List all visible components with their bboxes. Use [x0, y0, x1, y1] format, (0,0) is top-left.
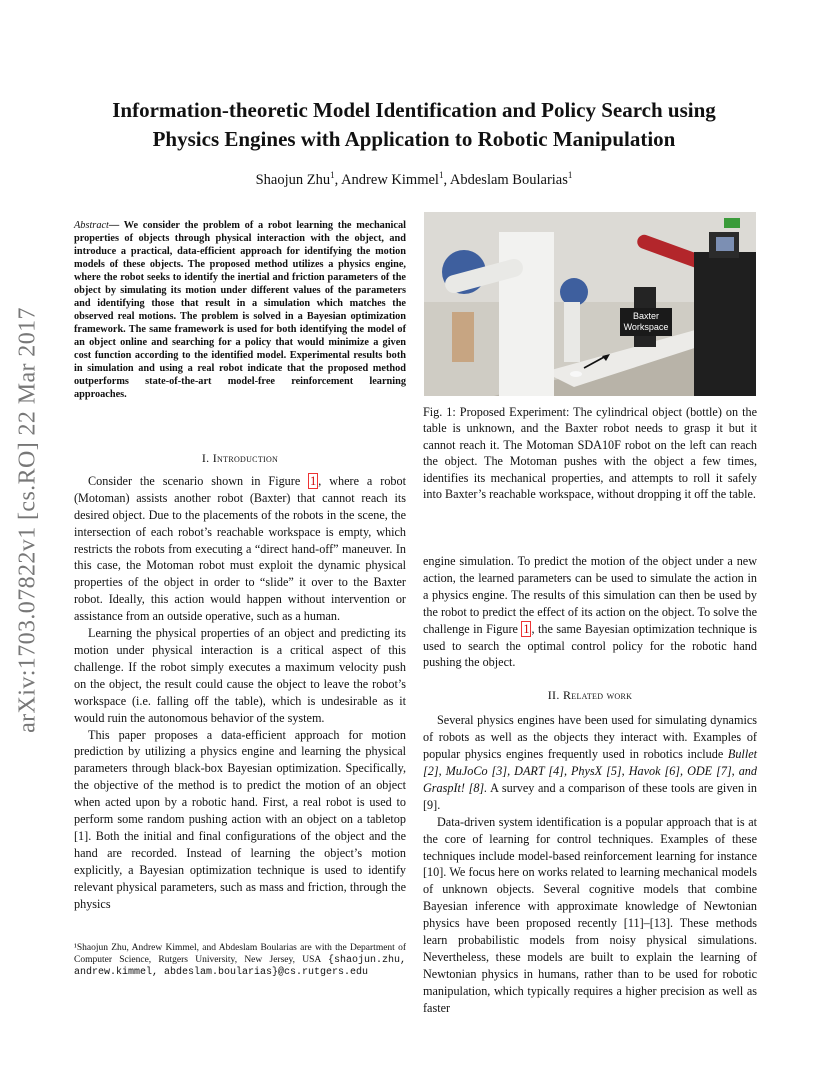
footnote-email: {shaojun.zhu, andrew.kimmel, abdeslam.boularias}@cs.rutgers.edu — [74, 954, 406, 978]
abstract — [74, 219, 406, 401]
figure-caption: Fig. 1: Proposed Experiment: The cylindrical object (bottle) on the table is unknown, and the Baxter robot needs to grasp it but it cannot reach it. The Motoman SDA10F robot on the left can reach the object. The Motoman pushes with the object a few times, identifies its mechanical properties, and attempts to roll it safely into Baxter’s reachable workspace, without dropping it off the table. — [423, 405, 757, 502]
paragraph-text: , where a robot (Motoman) assists another robot (Baxter) that cannot reach its desired object. Due to the placements of the robots in the scene, the intersection of each robot’s reachable workspace is empty, which restricts the robots from executing a “direct hand-off” maneuver. In this case, the Motoman robot must exploit the dynamic physical properties of the object in order to “slide” it over to the Baxter robot. Ideally, this action would happen without intervention or assistance from an outside operative, such as a human. — [74, 473, 406, 624]
footnote-text: ¹Shaojun Zhu, Andrew Kimmel, and Abdeslam Boularias are with the Department of Computer Science, Rutgers University, New Jersey, USA — [74, 943, 406, 965]
author-name: Abdeslam Boularias — [449, 171, 568, 188]
paragraph: This paper proposes a data-efficient approach for motion prediction by utilizing a physics engine and learning the physical parameters through black-box Bayesian optimization. Specifically, the objective of the method is to predict the motion of an object when acted upon by a robotic hand. First, a real robot is used to perform some random pushing action with an object on a tabletop [1]. Both the initial and final configurations of the object and the hand are recorded. Instead of learning the object’s motion explicitly, a Bayesian optimization technique is used to identify relevant physical parameters, such as mass and friction, through the physics — [74, 727, 406, 911]
figure-robot-photo — [424, 212, 756, 396]
paper-title — [60, 96, 768, 154]
paragraph — [423, 712, 757, 813]
paragraph — [74, 473, 406, 625]
paragraph: Data-driven system identification is a popular approach that is at the core of learning for control techniques. Examples of these techniques include model-based reinforcement learning for instance [10]. We focus here on works related to learning mechanical models of unknown objects. Several cognitive models that combine Bayesian inference with approximate knowledge of Newtonian physics have been proposed recently [11]–[13]. These methods learn probabilistic models from noisy physical simulations. Nevertheless, these models are built to explain the learning of Newtonian physics in humans, rather than to be used for robotic manipulation, which typically requires a higher precision as well as faster — [423, 814, 757, 1015]
author-separator: , — [334, 171, 342, 188]
title-line-1: Information-theoretic Model Identification and Policy Search using — [112, 98, 716, 122]
author-separator: , — [443, 171, 450, 188]
author-affiliation-mark: 1 — [438, 170, 444, 180]
abstract-label: Abstract — [74, 220, 109, 231]
paragraph-text: Several physics engines have been used for simulating dynamics of robots as well as the objects they interact with. Examples of popular physics engines frequently used in robotics include — [423, 713, 757, 762]
robot-scene-illustration — [424, 212, 756, 396]
left-column — [74, 450, 406, 912]
paragraph-text: A survey and a comparison of these tools are given in [9]. — [423, 780, 757, 812]
arxiv-stamp — [8, 285, 48, 755]
paragraph-text: , the same Bayesian optimization technique is used to search the optimal control policy for the robotic hand pushing the object. — [423, 621, 757, 670]
author-affiliation-mark: 1 — [567, 170, 573, 180]
footnote — [74, 943, 406, 978]
author-list — [60, 170, 768, 189]
title-line-2: Physics Engines with Application to Robotic Manipulation — [152, 127, 676, 151]
author-affiliation-mark: 1 — [330, 170, 335, 180]
right-column — [423, 553, 757, 1017]
figure-reference-link[interactable]: 1 — [310, 473, 317, 488]
section-heading-related-work: II. Related work — [547, 688, 633, 703]
figure-label-baxter-workspace: Baxter Workspace — [620, 308, 672, 336]
physics-engine-list: Bullet [2], MuJoCo [3], DART [4], PhysX [5], Havok [6], ODE [7], and GraspIt! [8]. — [423, 747, 757, 795]
arxiv-stamp-text: arXiv:1703.07822v1 [cs.RO] 22 Mar 2017 — [14, 307, 41, 733]
figure-reference-link[interactable]: 1 — [523, 621, 530, 636]
paragraph — [423, 553, 757, 671]
abstract-text: — We consider the problem of a robot learning the mechanical properties of objects through physical interaction with the object, and introduce a practical, data-efficient approach for identifying the motion models of these objects. The proposed method utilizes a physics engine, where the robot seeks to identify the inertial and friction parameters of the object by simulating its motion under different values of the parameters and identifying those that result in a simulation which matches the observed real motions. The problem is solved in a Bayesian optimization framework. The same framework is used for both identifying the model of an object online and searching for a policy that would minimize a given cost function according to the identified model. Experimental results both in simulation and using a real robot indicate that the proposed method outperforms state-of-the-art model-free reinforcement learning approaches. — [74, 220, 406, 400]
paragraph-text: Consider the scenario shown in Figure — [88, 473, 309, 488]
section-heading-introduction: I. Introduction — [201, 451, 279, 465]
author-name: Shaojun Zhu — [255, 171, 331, 188]
author-name: Andrew Kimmel — [341, 171, 439, 188]
paragraph: Learning the physical properties of an object and predicting its motion under physical interaction is a critical aspect of this challenge. If the robot simply executes a maximum velocity push on the object, the result could cause the object to leave the robot’s workspace (i.e. falling off the table), which is undesirable as it would ruin the autonomous behavior of the system. — [74, 626, 406, 725]
paragraph-text: engine simulation. To predict the motion of the object under a new action, the learned parameters can be used to simulate the action in a physics engine. The results of this simulation can then be used by the robot to predict the effect of its action on the object. To solve the challenge in Figure — [423, 554, 757, 636]
